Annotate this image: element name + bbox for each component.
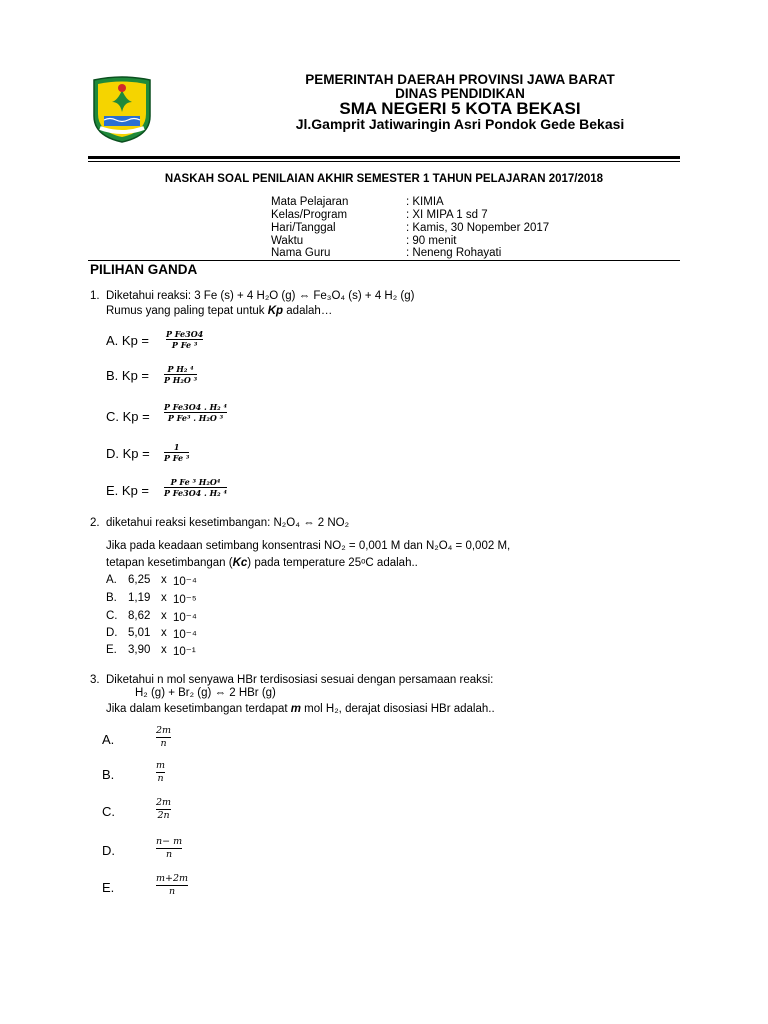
fraction-denominator: n: [157, 773, 164, 784]
info-label: Mata Pelajaran: [271, 196, 349, 208]
fraction-denominator: P Fe3O4 . H₂ ⁴: [164, 488, 227, 498]
q2-option-b[interactable]: [106, 592, 226, 606]
header-government: PEMERINTAH DAERAH PROVINSI JAWA BARAT: [305, 72, 615, 87]
option-times: x: [161, 610, 167, 622]
q1-option-d-fraction: [164, 442, 189, 463]
fraction-denominator: n: [165, 849, 173, 860]
header-department: DINAS PENDIDIKAN: [395, 86, 525, 101]
q1-option-e-label[interactable]: E. Kp =: [106, 483, 149, 498]
q2-option-c[interactable]: [106, 610, 226, 624]
fraction-denominator: P H₂O ³: [164, 375, 198, 385]
info-label: Hari/Tanggal: [271, 222, 336, 234]
q3-option-a-label[interactable]: A.: [102, 732, 115, 747]
info-value: : XI MIPA 1 sd 7: [406, 209, 488, 221]
info-value: : 90 menit: [406, 235, 457, 247]
section-title: PILIHAN GANDA: [90, 262, 198, 277]
option-value: 5,01: [128, 627, 151, 639]
q3-option-b-fraction: [156, 760, 165, 785]
fraction-denominator: P Fe³ . H₂O ³: [167, 413, 224, 423]
option-power: 10⁻¹: [173, 646, 196, 658]
fraction-numerator: P Fe ³ H₂O⁴: [170, 477, 221, 487]
q2-option-a[interactable]: [106, 574, 226, 588]
q3-line3-end: mol H₂, derajat disosiasi HBr adalah..: [300, 703, 495, 715]
q3-m: m: [290, 703, 301, 715]
q2-number: 2.: [90, 517, 100, 529]
info-label: Kelas/Program: [271, 209, 348, 221]
fraction-numerator: 2m: [156, 797, 172, 808]
school-logo: [90, 76, 154, 144]
option-value: 3,90: [128, 644, 151, 656]
option-times: x: [161, 627, 167, 639]
option-value: 1,19: [128, 592, 151, 604]
option-times: x: [161, 592, 167, 604]
q2-kc: Kc: [232, 557, 248, 569]
q1-line2-end: adalah…: [283, 305, 333, 317]
q1-option-b-fraction: [164, 364, 197, 385]
fraction-denominator: P Fe ³: [171, 340, 198, 350]
fraction-denominator: P Fe ³: [164, 453, 190, 463]
section-rule: [88, 260, 680, 261]
option-power: 10⁻⁴: [173, 612, 197, 624]
option-letter: D.: [106, 627, 118, 639]
q1-option-c-fraction: [164, 402, 227, 423]
header-rule-thin: [88, 161, 680, 162]
q1-option-a-label[interactable]: A. Kp =: [106, 333, 149, 348]
q2-option-e[interactable]: [106, 644, 226, 658]
fraction-numerator: P H₂ ⁴: [167, 364, 194, 374]
info-value: : Kamis, 30 Nopember 2017: [406, 222, 550, 234]
q1-line2: [106, 304, 332, 318]
q2-option-d[interactable]: [106, 627, 226, 641]
q1-number: 1.: [90, 290, 100, 302]
q3-option-e-fraction: [156, 873, 188, 898]
option-value: 8,62: [128, 610, 151, 622]
q1-intro: Diketahui reaksi: 3 Fe (s) + 4 H₂O (g) ⇔ Fe₃O₄ (s) + 4 H₂ (g): [106, 290, 415, 302]
q2-line3-text: tetapan kesetimbangan (: [106, 557, 233, 569]
info-value: : Neneng Rohayati: [406, 247, 502, 259]
q3-option-c-fraction: [156, 797, 171, 822]
q1-option-a-fraction: [166, 329, 203, 350]
q3-line3-text: Jika dalam kesetimbangan terdapat: [106, 703, 291, 715]
option-letter: E.: [106, 644, 117, 656]
fraction-numerator: m+2m: [156, 873, 189, 884]
info-label: Nama Guru: [271, 247, 331, 259]
q3-reaction: H₂ (g) + Br₂ (g) ⇔ 2 HBr (g): [135, 687, 276, 699]
exam-title: NASKAH SOAL PENILAIAN AKHIR SEMESTER 1 TAHUN PELAJARAN 2017/2018: [164, 173, 604, 185]
q3-intro: Diketahui n mol senyawa HBr terdisosiasi sesuai dengan persamaan reaksi:: [106, 674, 494, 686]
q3-option-c-label[interactable]: C.: [102, 804, 115, 819]
fraction-numerator: n− m: [156, 836, 183, 847]
fraction-numerator: P Fe3O4: [166, 329, 204, 339]
option-power: 10⁻⁴: [173, 576, 197, 588]
info-value: : KIMIA: [406, 196, 444, 208]
option-power: 10⁻⁴: [173, 629, 197, 641]
q1-line2-text: Rumus yang paling tepat untuk: [106, 305, 268, 317]
header-school-name: SMA NEGERI 5 KOTA BEKASI: [339, 99, 581, 118]
option-value: 6,25: [128, 574, 151, 586]
fraction-denominator: n: [160, 738, 167, 749]
header-address: Jl.Gamprit Jatiwaringin Asri Pondok Gede Bekasi: [295, 116, 625, 132]
option-times: x: [161, 644, 167, 656]
q3-option-d-fraction: [156, 836, 182, 861]
q1-option-d-label[interactable]: D. Kp =: [106, 446, 150, 461]
q2-line3-end: ) pada temperature 25ᵒC adalah..: [247, 557, 418, 569]
q3-line3: [106, 702, 495, 716]
q3-option-d-label[interactable]: D.: [102, 843, 115, 858]
option-power: 10⁻⁵: [173, 594, 197, 606]
fraction-numerator: m: [156, 760, 166, 771]
q1-option-b-label[interactable]: B. Kp =: [106, 368, 149, 383]
q1-kp: Kp: [267, 305, 284, 317]
fraction-denominator: n: [168, 886, 176, 897]
fraction-numerator: 1: [173, 442, 180, 452]
fraction-denominator: 2n: [157, 810, 170, 821]
option-letter: A.: [106, 574, 117, 586]
q3-option-e-label[interactable]: E.: [102, 880, 115, 895]
option-letter: C.: [106, 610, 118, 622]
fraction-numerator: P Fe3O4 . H₂ ⁴: [164, 402, 227, 412]
q3-option-b-label[interactable]: B.: [102, 767, 115, 782]
option-letter: B.: [106, 592, 117, 604]
fraction-numerator: 2m: [156, 725, 172, 736]
q2-line2: Jika pada keadaan setimbang konsentrasi NO₂ = 0,001 M dan N₂O₄ = 0,002 M,: [106, 540, 511, 552]
q3-option-a-fraction: [156, 725, 171, 750]
q1-option-e-fraction: [164, 477, 227, 498]
q2-line3: [106, 556, 418, 570]
q2-intro: diketahui reaksi kesetimbangan: N₂O₄ ⇔ 2 NO₂: [106, 517, 350, 529]
q3-number: 3.: [90, 674, 100, 686]
header-rule-thick: [88, 156, 680, 159]
q1-option-c-label[interactable]: C. Kp =: [106, 409, 150, 424]
info-label: Waktu: [271, 235, 304, 247]
option-times: x: [161, 574, 167, 586]
